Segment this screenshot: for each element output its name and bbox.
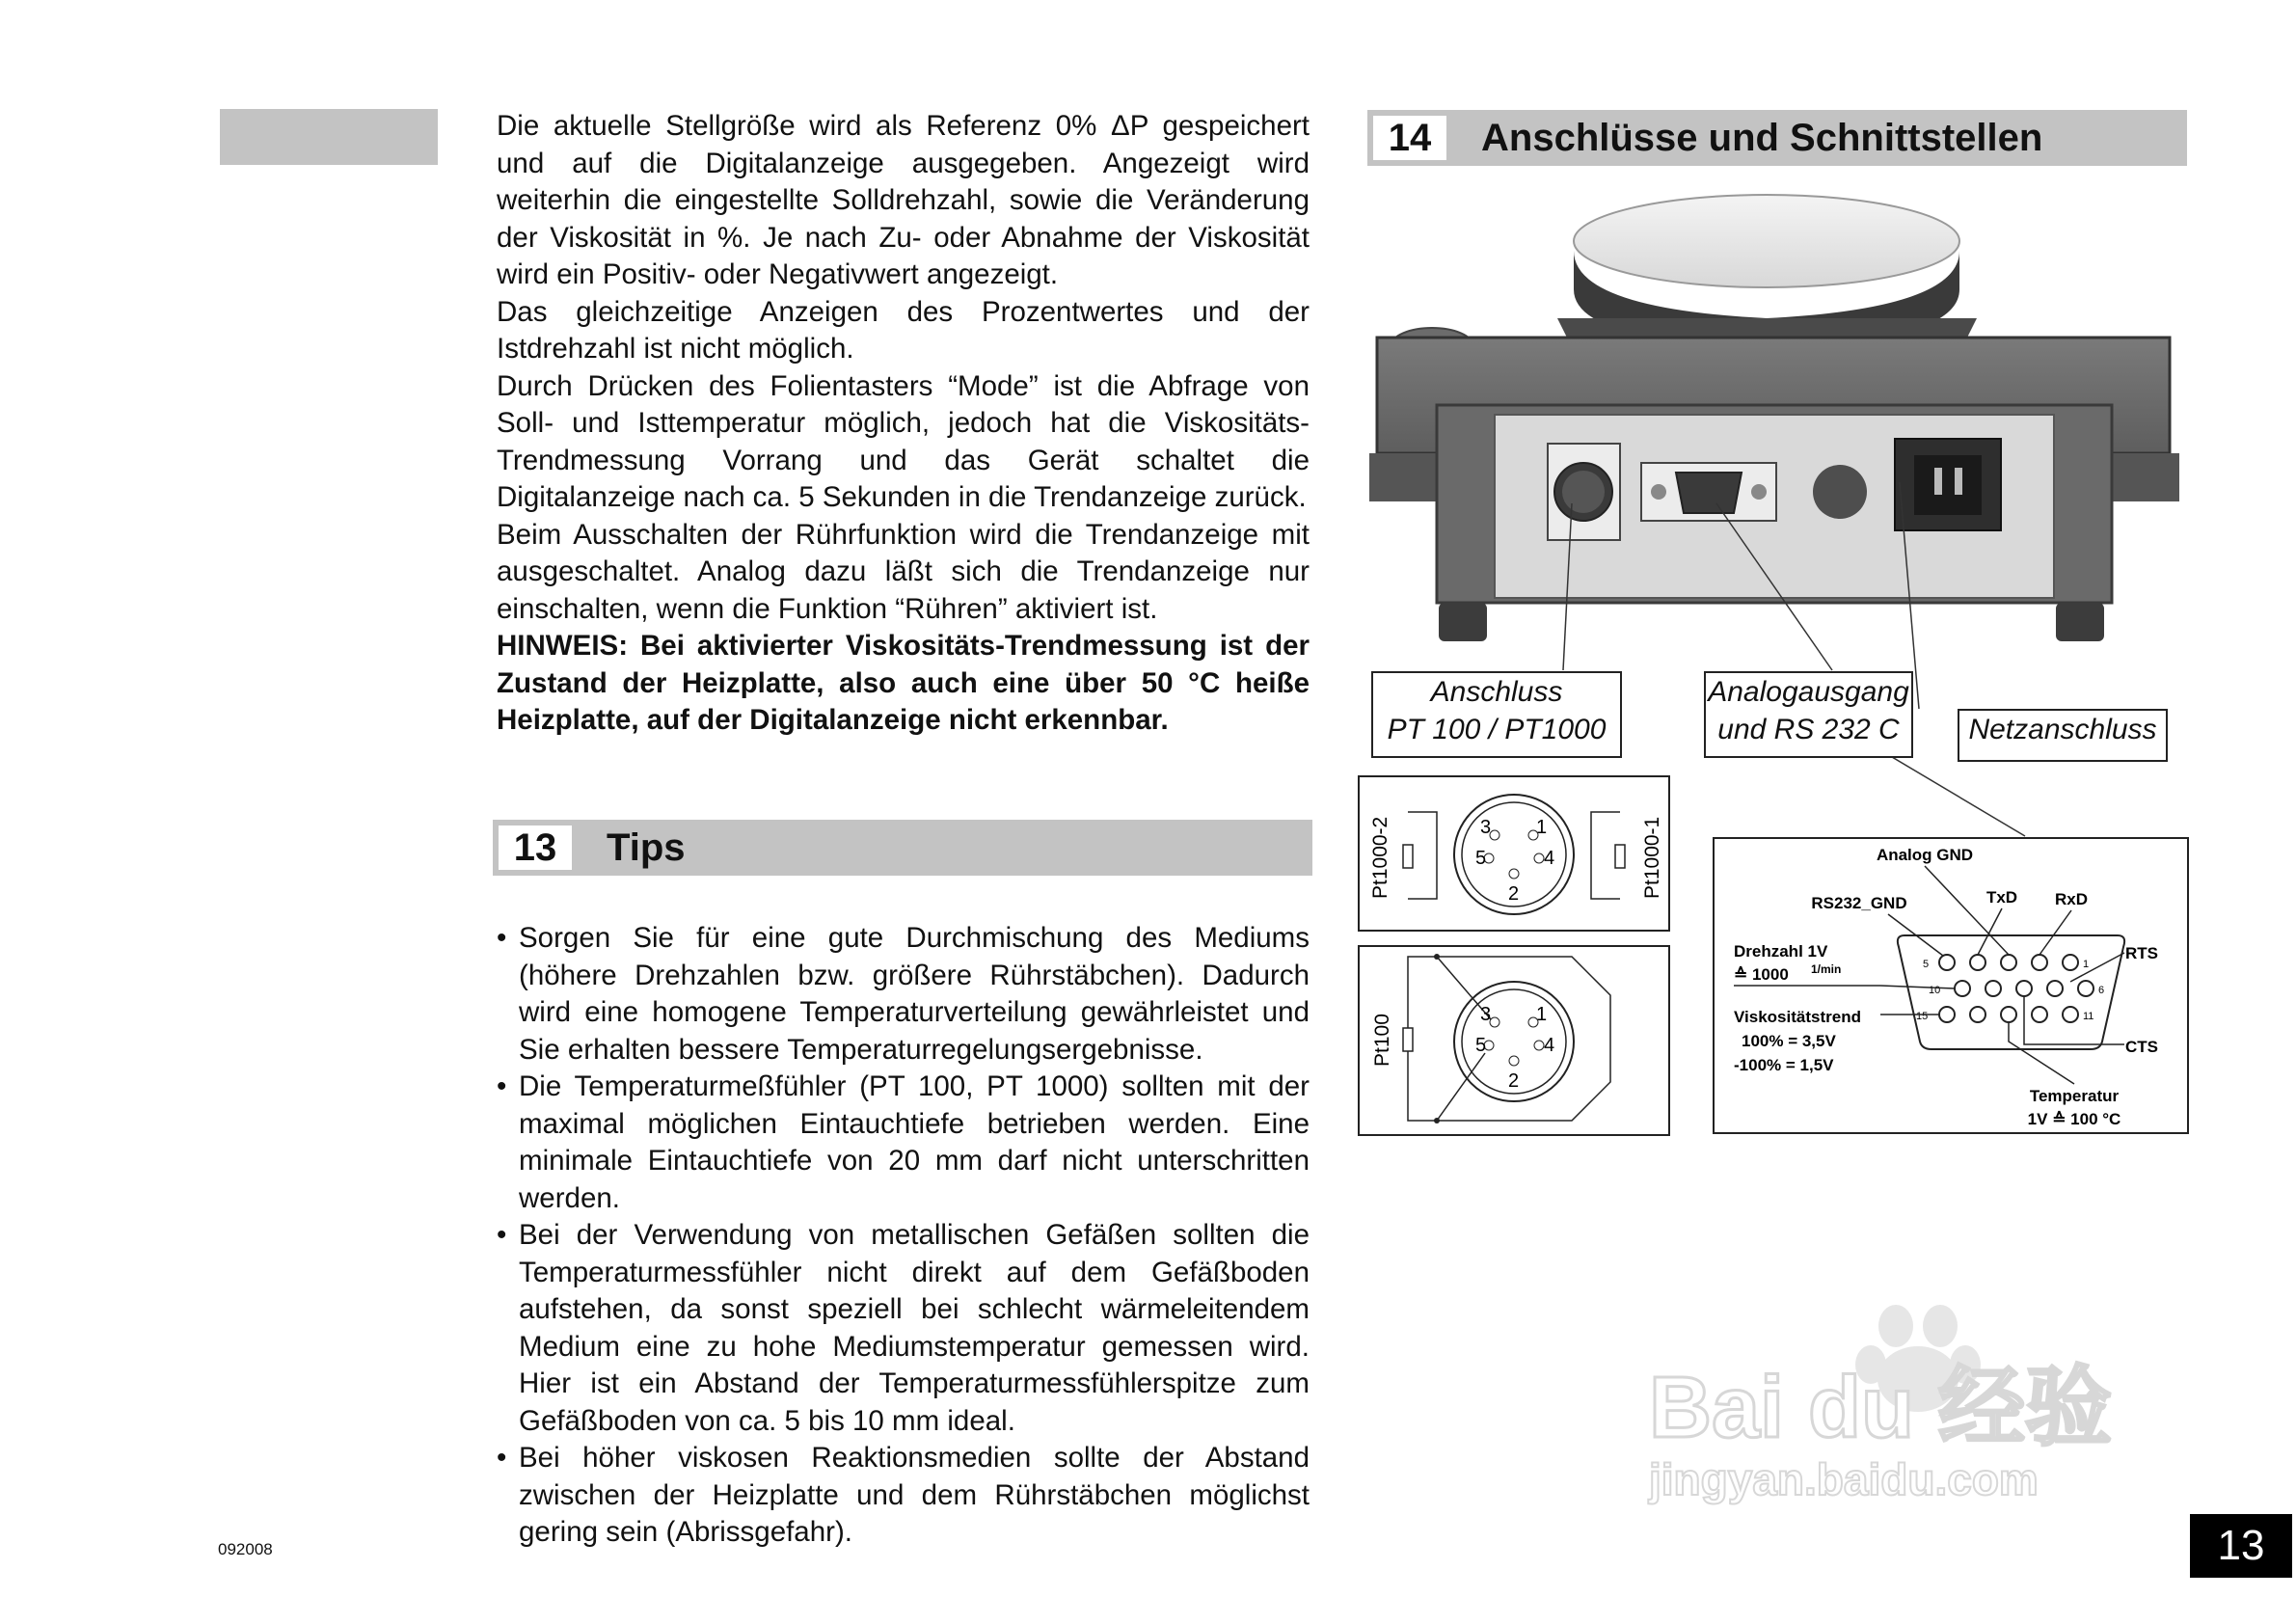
tip-item: • Bei der Verwendung von metallischen Gefäßen sollten die Temperaturmessfühler nicht direkt auf dem Gefäßboden aufstehen, da sonst speziell bei schlecht wärmeleitendem Medium eine zu hohe Mediumstemperatur gemessen wird. Hier ist ein Abstand der Temperaturmessfühlerspitze zum Gefäßboden von ca. 5 bis 10 mm ideal.	[497, 1219, 1310, 1437]
tip-item: • Sorgen Sie für eine gute Durchmischung des Mediums (höhere Drehzahlen bzw. größere Rührstäbchen). Dadurch wird eine homogene Temperaturverteilung gewährleistet und Sie erhalten bessere Temperaturregelungsergebnisse.	[497, 922, 1310, 1066]
bullet-icon: •	[497, 1442, 507, 1474]
svg-text:1: 1	[2083, 959, 2090, 970]
rs232-gnd-label: RS232_GND	[1811, 894, 1907, 912]
dsub-pinout-diagram	[1713, 837, 2189, 1134]
watermark-main-text: Bai du 经验	[1649, 1360, 2113, 1456]
bullet-icon: •	[497, 922, 507, 954]
din-diagram-pt1000	[1358, 775, 1670, 932]
svg-text:2: 2	[1508, 883, 1520, 905]
svg-text:10: 10	[1929, 985, 1941, 996]
svg-text:1: 1	[1536, 1004, 1548, 1025]
svg-text:5: 5	[1475, 848, 1487, 869]
rts-label: RTS	[2125, 944, 2158, 962]
svg-text:3: 3	[1480, 817, 1492, 838]
paragraph-reference: Die aktuelle Stellgröße wird als Referenz 0% ΔP gespeichert und auf die Digitalanzeige ausgegeben. Angezeigt wird weiterhin die eingestellte Solldrehzahl, sowie die Veränderung der Viskosität in %. Je nach Zu- oder Abnahme der Viskosität wird ein Positiv- oder Negativwert angezeigt.	[497, 110, 1310, 290]
document-code: 092008	[218, 1540, 273, 1558]
paragraph-display: Das gleichzeitige Anzeigen des Prozentwertes und der Istdrehzahl ist nicht möglich.	[497, 295, 1310, 365]
paragraph-stirring: Beim Ausschalten der Rührfunktion wird die Trendanzeige mit ausgeschaltet. Analog dazu läßt sich die Trendanzeige nur einschalten, wenn die Funktion “Rühren” aktiviert ist.	[497, 518, 1310, 625]
svg-text:5: 5	[1923, 959, 1930, 970]
tip-item: • Bei höher viskosen Reaktionsmedien sollte der Abstand zwischen der Heizplatte und dem Rührstäbchen möglichst gering sein (Abrissgefahr).	[497, 1442, 1310, 1548]
hinweis-note: HINWEIS: Bei aktivierter Viskositäts-Trendmessung ist der Zustand der Heizplatte, also auch eine über 50 °C heiße Heizplatte, auf der Digitalanzeige nicht erkennbar.	[497, 630, 1310, 736]
svg-text:2: 2	[1508, 1070, 1520, 1092]
svg-text:4: 4	[1544, 1035, 1555, 1056]
pt1000-2-label: Pt1000-2	[1369, 816, 1391, 899]
pt100-label: Pt100	[1371, 1014, 1393, 1067]
baidu-watermark	[1630, 1302, 2170, 1524]
section-14-title: Anschlüsse und Schnittstellen	[1481, 117, 2043, 159]
tip-item: • Die Temperaturmeßfühler (PT 100, PT 1000) sollten mit der maximal möglichen Eintauchtiefe betrieben werden. Eine minimale Eintauchtiefe von 20 mm darf nicht unterschritten werden.	[497, 1070, 1310, 1214]
svg-text:11: 11	[2083, 1011, 2094, 1022]
tips-list	[497, 920, 1310, 1552]
section-marker-block	[220, 109, 438, 165]
svg-text:5: 5	[1475, 1035, 1487, 1056]
viskositaet-label: Viskositätstrend	[1734, 1008, 1861, 1026]
page-number: 13	[2190, 1514, 2292, 1578]
label-anschluss-pt100: Anschluss PT 100 / PT1000	[1371, 671, 1622, 758]
drehzahl-label: Drehzahl 1V	[1734, 942, 1828, 961]
label-analogausgang: Analogausgang und RS 232 C	[1704, 671, 1913, 758]
svg-text:1/min: 1/min	[1811, 962, 1842, 976]
watermark-url-text: jingyan.baidu.com	[1649, 1454, 2039, 1504]
paragraph-mode-button: Durch Drücken des Folientasters “Mode” ist die Abfrage von Soll- und Isttemperatur möglich, jedoch hat die Viskositäts-Trendmessung Vorrang und das Gerät schaltet die Digitalanzeige nach ca. 5 Sekunden in die Trendanzeige zurück.	[497, 369, 1310, 513]
svg-text:15: 15	[1916, 1011, 1929, 1022]
svg-text:-100% = 1,5V: -100% = 1,5V	[1734, 1056, 1834, 1074]
svg-text:1: 1	[1536, 817, 1548, 838]
svg-text:3: 3	[1480, 1004, 1492, 1025]
label-netzanschluss: Netzanschluss	[1958, 709, 2168, 762]
svg-text:≙ 1000: ≙ 1000	[1734, 965, 1789, 984]
pt1000-1-label: Pt1000-1	[1641, 816, 1663, 899]
section-13-title: Tips	[607, 826, 686, 869]
svg-text:4: 4	[1544, 848, 1555, 869]
svg-text:6: 6	[2098, 985, 2105, 996]
intro-text-column	[497, 108, 1310, 740]
rxd-label: RxD	[2054, 890, 2089, 908]
svg-text:1V ≙ 100 °C: 1V ≙ 100 °C	[2027, 1110, 2121, 1128]
cts-label: CTS	[2125, 1038, 2158, 1056]
temperatur-label: Temperatur	[2029, 1087, 2120, 1105]
bullet-icon: •	[497, 1219, 507, 1251]
bullet-icon: •	[497, 1070, 507, 1102]
txd-label: TxD	[1985, 888, 2018, 907]
section-13-number: 13	[499, 826, 572, 870]
svg-text:100% = 3,5V: 100% = 3,5V	[1742, 1032, 1836, 1050]
section-14-number: 14	[1373, 116, 1446, 160]
din-diagram-pt100	[1358, 945, 1670, 1136]
section-13-header	[493, 820, 1312, 876]
section-14-header	[1367, 110, 2187, 166]
analog-gnd-label: Analog GND	[1876, 846, 1974, 864]
